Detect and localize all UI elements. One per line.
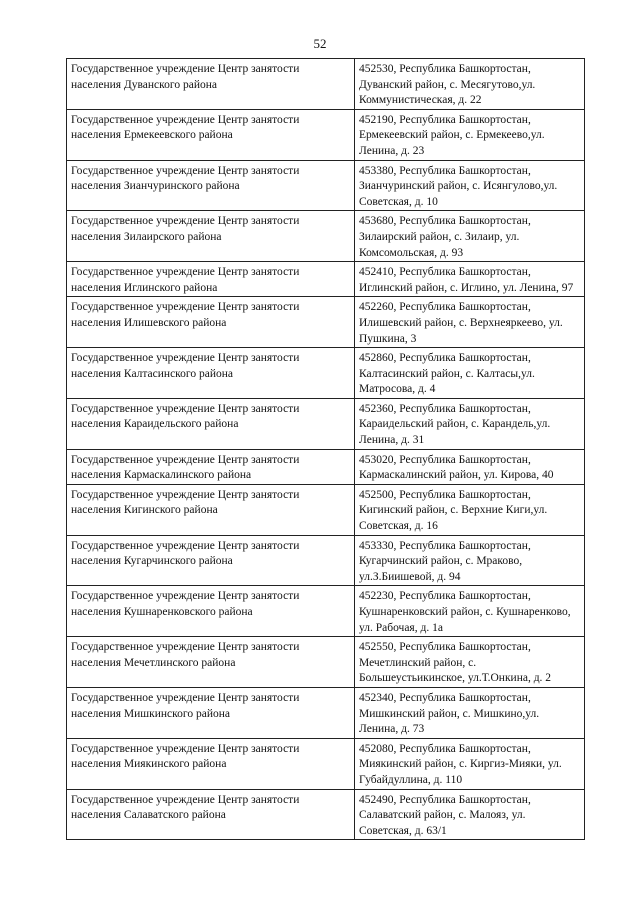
org-name-cell: Государственное учреждение Центр занятости населения Калтасинского района: [67, 348, 355, 399]
org-name-cell: Государственное учреждение Центр занятости населения Илишевского района: [67, 297, 355, 348]
org-name-cell: Государственное учреждение Центр занятости населения Ермекеевского района: [67, 109, 355, 160]
table-row: [67, 348, 585, 399]
table-row: [67, 484, 585, 535]
table-row: [67, 211, 585, 262]
address-cell: 453380, Республика Башкортостан, Зианчуринский район, с. Исянгулово,ул. Советская, д. 10: [355, 160, 585, 211]
address-cell: 453330, Республика Башкортостан, Кугарчинский район, с. Мраково, ул.З.Биишевой, д. 94: [355, 535, 585, 586]
org-name-cell: Государственное учреждение Центр занятости населения Мечетлинского района: [67, 637, 355, 688]
table-row: [67, 297, 585, 348]
table-row: [67, 637, 585, 688]
table-row: [67, 262, 585, 297]
org-name-cell: Государственное учреждение Центр занятости населения Мишкинского района: [67, 687, 355, 738]
org-name-cell: Государственное учреждение Центр занятости населения Зилаирского района: [67, 211, 355, 262]
address-cell: 452340, Республика Башкортостан, Мишкинский район, с. Мишкино,ул. Ленина, д. 73: [355, 687, 585, 738]
org-name-cell: Государственное учреждение Центр занятости населения Кугарчинского района: [67, 535, 355, 586]
org-name-cell: Государственное учреждение Центр занятости населения Зианчуринского района: [67, 160, 355, 211]
address-cell: 452530, Республика Башкортостан, Дуванский район, с. Месягутово,ул. Коммунистическая, д. 22: [355, 59, 585, 110]
org-name-cell: Государственное учреждение Центр занятости населения Кигинского района: [67, 484, 355, 535]
org-name-cell: Государственное учреждение Центр занятости населения Салаватского района: [67, 789, 355, 840]
address-cell: 453020, Республика Башкортостан, Кармаскалинский район, ул. Кирова, 40: [355, 449, 585, 484]
page-number: 52: [313, 36, 327, 51]
table-row: [67, 586, 585, 637]
address-cell: 452490, Республика Башкортостан, Салаватский район, с. Малояз, ул. Советская, д. 63/1: [355, 789, 585, 840]
org-name-cell: Государственное учреждение Центр занятости населения Иглинского района: [67, 262, 355, 297]
org-name-cell: Государственное учреждение Центр занятости населения Миякинского района: [67, 738, 355, 789]
org-name-cell: Государственное учреждение Центр занятости населения Караидельского района: [67, 398, 355, 449]
org-name-cell: Государственное учреждение Центр занятости населения Кармаскалинского района: [67, 449, 355, 484]
table-row: [67, 449, 585, 484]
table-row: [67, 398, 585, 449]
org-name-cell: Государственное учреждение Центр занятости населения Кушнаренковского района: [67, 586, 355, 637]
address-cell: 452260, Республика Башкортостан, Илишевский район, с. Верхнеяркеево, ул. Пушкина, 3: [355, 297, 585, 348]
table-row: [67, 535, 585, 586]
table-row: [67, 160, 585, 211]
address-cell: 452230, Республика Башкортостан, Кушнаренковский район, с. Кушнаренково, ул. Рабочая, д. 1а: [355, 586, 585, 637]
table-row: [67, 789, 585, 840]
address-cell: 452410, Республика Башкортостан, Иглинский район, с. Иглино, ул. Ленина, 97: [355, 262, 585, 297]
table-row: [67, 687, 585, 738]
address-cell: 453680, Республика Башкортостан, Зилаирский район, с. Зилаир, ул. Комсомольская, д. 93: [355, 211, 585, 262]
table-row: [67, 109, 585, 160]
address-cell: 452080, Республика Башкортостан, Миякинский район, с. Киргиз-Мияки, ул. Губайдуллина, д. 110: [355, 738, 585, 789]
address-cell: 452550, Республика Башкортостан, Мечетлинский район, с. Большеустьикинское, ул.Т.Онкина, д. 2: [355, 637, 585, 688]
address-cell: 452190, Республика Башкортостан, Ермекеевский район, с. Ермекеево,ул. Ленина, д. 23: [355, 109, 585, 160]
address-cell: 452860, Республика Башкортостан, Калтасинский район, с. Калтасы,ул. Матросова, д. 4: [355, 348, 585, 399]
table-row: [67, 738, 585, 789]
employment-centers-table: [66, 58, 585, 840]
address-cell: 452360, Республика Башкортостан, Караидельский район, с. Карандель,ул. Ленина, д. 31: [355, 398, 585, 449]
org-name-cell: Государственное учреждение Центр занятости населения Дуванского района: [67, 59, 355, 110]
table-row: [67, 59, 585, 110]
address-cell: 452500, Республика Башкортостан, Кигинский район, с. Верхние Киги,ул. Советская, д. 16: [355, 484, 585, 535]
